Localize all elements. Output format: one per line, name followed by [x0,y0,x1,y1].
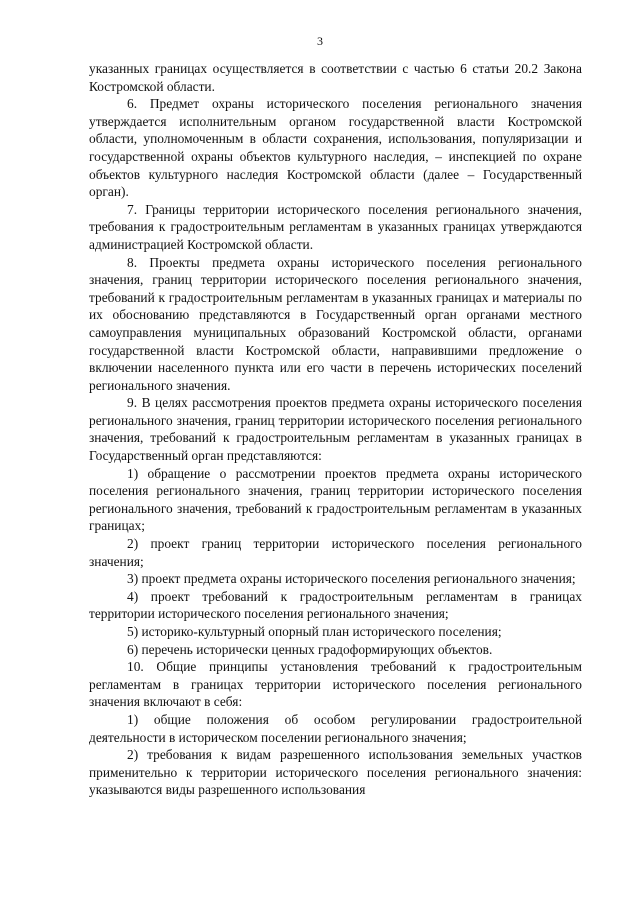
paragraph-8: 8. Проекты предмета охраны исторического поселения регионального значения, границ территории исторического поселения регионального значения, требований к градостроительным регламентам в указанных границах и материалы по их обоснованию представляются в Государственный орган органами местного самоуправления муниципальных образований Костромской области, органами государственной власти Костромской области, направившими предложение о включении населенного пункта или его части в перечень исторических поселений регионального значения. [89,254,582,393]
paragraph-9: 9. В целях рассмотрения проектов предмета охраны исторического поселения регионального значения, границ территории исторического поселения регионального значения, требований к градостроительным регламентам в указанных границах в Государственный орган представляются: [89,395,582,464]
list-item-9-3: 3) проект предмета охраны исторического поселения регионального значения; [127,571,576,587]
paragraph-6: 6. Предмет охраны исторического поселения регионального значения утверждается исполнительным органом государственной власти Костромской области, уполномоченным в области сохранения, использования, популяризации и государственной охраны объектов культурного наследия, – инспекцией по охране объектов культурного наследия Костромской области (далее – Государственный орган). [89,96,582,200]
list-item-9-2: 2) проект границ территории исторического поселения регионального значения; [89,536,582,569]
list-item-9-4: 4) проект требований к градостроительным регламентам в границах территории исторического поселения регионального значения; [89,588,582,622]
list-item-10-2: 2) требования к видам разрешенного использования земельных участков применительно к территории исторического поселения регионального значения: указываются виды разрешенного использования [89,747,582,798]
list-item-10-1: 1) общие положения об особом регулировании градостроительной деятельности в историческом поселении регионального значения; [89,711,582,745]
paragraph-7: 7. Границы территории исторического поселения регионального значения, требования к градостроительным регламентам в указанных границах утверждаются администрацией Костромской области. [89,201,582,252]
paragraph: указанных границах осуществляется в соответствии с частью 6 статьи 20.2 Закона Костромской области. [89,61,582,94]
page-number: 3 [317,34,323,48]
document-body [89,60,582,799]
list-item-9-6: 6) перечень исторически ценных градоформирующих объектов. [127,641,493,657]
list-item-9-1: 1) обращение о рассмотрении проектов предмета охраны исторического поселения регионального значения, границ территории исторического поселения регионального значения, требований к градостроительным регламентам в указанных границах; [89,465,582,534]
list-item-9-5: 5) историко-культурный опорный план исторического поселения; [127,624,502,639]
paragraph-10: 10. Общие принципы установления требований к градостроительным регламентам в границах территории исторического поселения регионального значения включают в себя: [89,659,582,710]
